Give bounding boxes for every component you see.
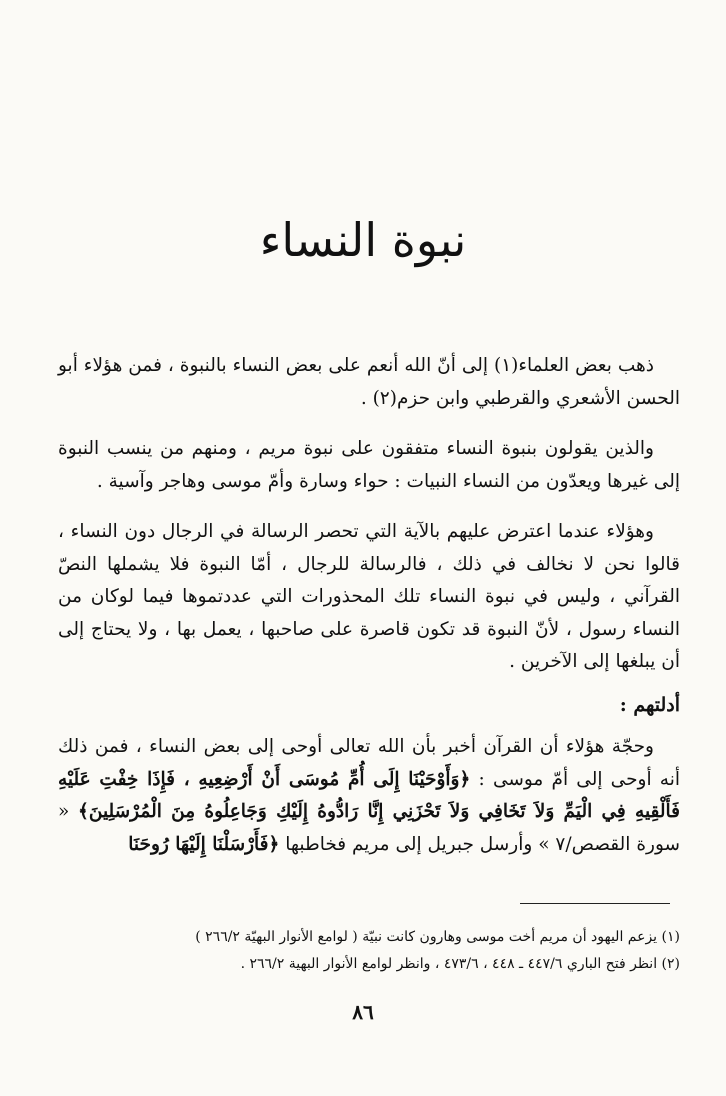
- evidence-middle: وأرسل جبريل إلى مريم فخاطبها: [285, 833, 533, 855]
- paragraph-3: وهؤلاء عندما اعترض عليهم بالآية التي تحصر الرسالة في الرجال دون النساء ، قالوا نحن لا نخالف في ذلك ، فالرسالة للرجال ، أمّا النبوة فلا يشملها النصّ القرآني ، وليس في نبوة النساء تلك المحذورات التي عددتموها فيما لوكان من النساء رسول ، لأنّ النبوة قد تكون قاصرة على صاحبها ، يعمل بها ، ولا يحتاج إلى أن يبلغها إلى الآخرين .: [58, 521, 680, 672]
- page-number: ٨٦: [352, 1000, 374, 1024]
- paragraph-evidence: [58, 731, 680, 861]
- footnote-2: (٢) انظر فتح الباري ٤٤٧/٦ ـ ٤٤٨ ، ٤٧٣/٦ ، وانظر لوامع الأنوار البهية ٢٦٦/٢ .: [240, 956, 680, 972]
- evidence-intro: وحجّة هؤلاء أن القرآن أخبر بأن الله تعالى أوحى إلى بعض النساء ، فمن ذلك أنه أوحى إلى أمّ موسى :: [58, 736, 680, 790]
- footnote-divider: [520, 903, 670, 904]
- main-text: [58, 350, 680, 879]
- quran-verse-2: ﴿فَأَرْسَلْنَا إِلَيْهَا رُوحَنَا: [128, 833, 280, 855]
- page-title: نبوة النساء: [259, 213, 467, 267]
- footnotes: [100, 924, 680, 978]
- section-heading: أدلتهم :: [619, 693, 680, 716]
- footnote-1: (١) يزعم اليهود أن مريم أخت موسى وهارون كانت نبيّة ( لوامع الأنوار البهيّة ٢٦٦/٢ ): [195, 929, 680, 945]
- verse-citation: « سورة القصص/٧ »: [58, 801, 680, 855]
- paragraph-2: والذين يقولون بنبوة النساء متفقون على نبوة مريم ، ومنهم من ينسب النبوة إلى غيرها ويعدّون من النساء النبيات : حواء وسارة وأمّ موسى وهاجر وآسية .: [58, 438, 680, 492]
- paragraph-1: ذهب بعض العلماء(١) إلى أنّ الله أنعم على بعض النساء بالنبوة ، فمن هؤلاء أبو الحسن الأشعري والقرطبي وابن حزم(٢) .: [58, 355, 680, 409]
- quran-verse-1: ﴿وَأَوْحَيْنَا إِلَى أُمِّ مُوسَى أَنْ أَرْضِعِيهِ ، فَإِذَا خِفْتِ عَلَيْهِ فَأَلْقِيهِ فِي الْيَمِّ وَلاَ تَخَافِي وَلاَ تَحْزَنِي إِنَّا رَادُّوهُ إِلَيْكِ وَجَاعِلُوهُ مِنَ الْمُرْسَلِينَ﴾: [58, 768, 681, 822]
